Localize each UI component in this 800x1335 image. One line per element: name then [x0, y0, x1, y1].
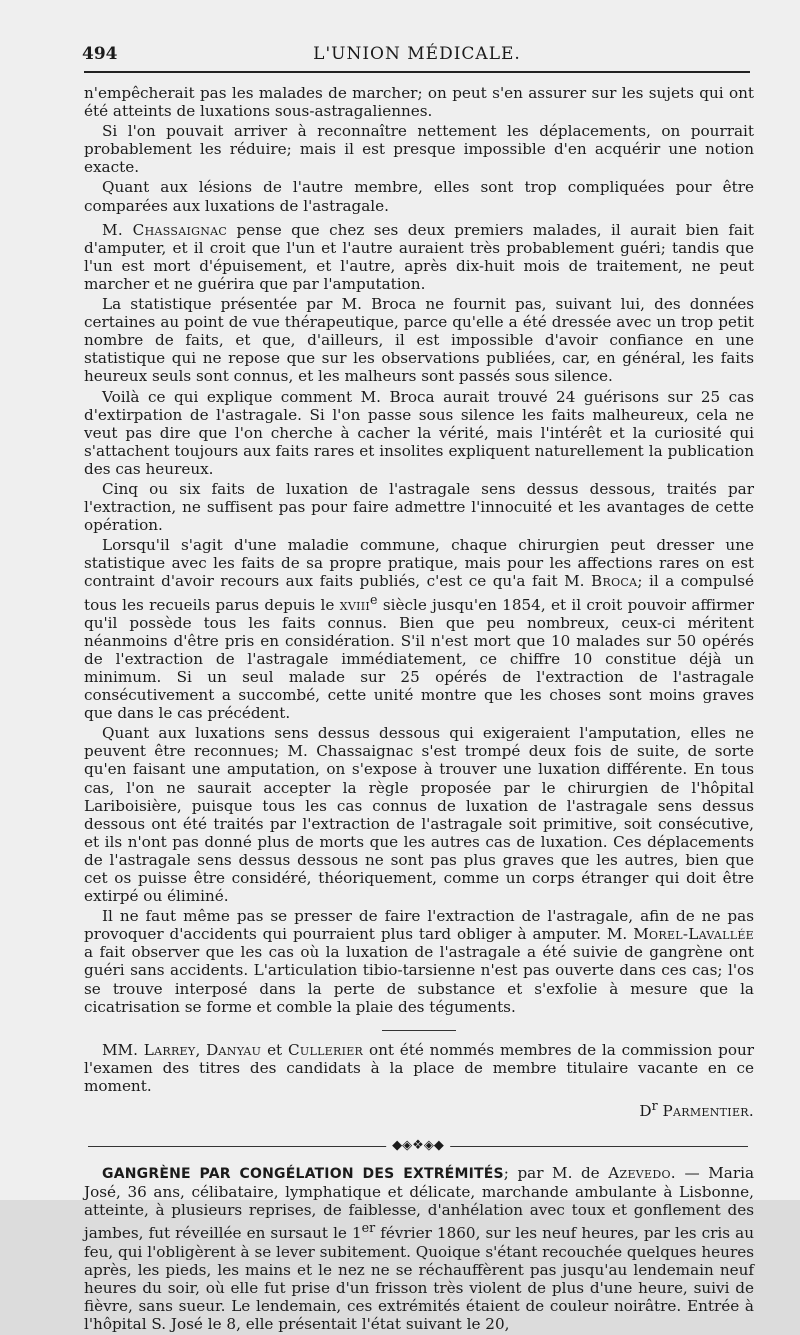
paragraph-text: ; il a compulsé tous les recueils parus depuis le — [84, 572, 754, 614]
running-header — [82, 44, 752, 70]
paragraph-text: février 1860, sur les neuf heures, par les cris au feu, qui l'obligèrent à se lever subitement. Quoique s'étant recouchée quelques heures après, les pieds, les mains et le nez ne se réchauffèrent pas jusqu'au lendemain neuf heures du soir, où elle fut prise d'un frisson très violent de plus d'une heure, suivi de fièvre, sans sueur. Le lendemain, ces extrémités étaient de couleur noirâtre. Entrée à l'hôpital S. José le 8, elle présentait l'état suivant le 20, — [84, 1224, 754, 1333]
page-body — [84, 84, 754, 1335]
signature-prefix-sup: r — [651, 1098, 658, 1114]
person-name: Broca — [591, 572, 638, 591]
speaker-name: M. Chassaignac — [102, 220, 228, 239]
section-separator — [382, 1030, 456, 1031]
article-author: Azevedo. — [608, 1164, 676, 1183]
paragraph: Si l'on pouvait arriver à reconnaître nettement les déplacements, on pourrait probablement les réduire; mais il est presque impossible d'en acquérir une notion exacte. — [84, 122, 754, 177]
paragraph: n'empêcherait pas les malades de marcher; on peut s'en assurer sur les sujets qui ont été atteints de luxations sous-astragaliennes. — [84, 84, 754, 121]
commission-paragraph — [84, 1041, 754, 1095]
commission-prefix: MM. — [102, 1040, 138, 1059]
conjunction: et — [267, 1040, 283, 1059]
paragraph-text: Il ne faut même pas se presser de faire l'extraction de l'astragale, afin de ne pas provoquer d'accidents qui pourraient plus tard obliger à amputer. M. — [84, 907, 754, 944]
paragraph: Voilà ce qui explique comment M. Broca aurait trouvé 24 guérisons sur 25 cas d'extirpation de l'astragale. Si l'on passe sous silence les faits malheureux, cela ne veut pas dire que l'on cherche à cacher la vérité, mais l'intérêt et la curiosité qui s'attachent toujours aux faits rares et insolites expliquent naturellement la publication des cas heureux. — [84, 387, 754, 478]
header-rule — [84, 71, 750, 73]
signature-name: Parmentier. — [662, 1102, 754, 1121]
paragraph: La statistique présentée par M. Broca ne fournit pas, suivant lui, des données certaines au point de vue thérapeutique, parce qu'elle a été dressée avec un trop petit nombre de faits, et que, d'ailleurs, il est impossible d'avoir confiance en une statistique qui ne repose que sur les observations publiées, car, en général, les faits heureux seuls sont connus, et les malheurs sont passés sous silence. — [84, 295, 754, 386]
person-name: Cullerier — [287, 1040, 364, 1059]
punctuation: , — [195, 1040, 201, 1059]
ornament-flourish: ◆◈❖◈◆ — [386, 1138, 450, 1154]
article-paragraph — [84, 1164, 754, 1333]
signature-prefix: D — [639, 1102, 652, 1121]
paragraph — [84, 536, 754, 722]
person-name: Danyau — [206, 1040, 262, 1059]
ornamental-divider — [88, 1140, 748, 1154]
paragraph: Quant aux luxations sens dessus dessous qui exigeraient l'amputation, elles ne peuvent être reconnues; M. Chassaignac s'est trompé deux fois de suite, de sorte qu'en faisant une amputation, on s'expose à trouver une luxation différente. En tous cas, l'on ne saurait accepter la règle proposée par le chirurgien de l'hôpital Lariboisière, puisque tous les cas connus de luxation de l'astragale sens dessus dessous ont été traités par l'extraction de l'astragale soit primitive, soit consécutive, et ils n'ont pas donné plus de morts que les autres cas de luxation. Ces déplacements de l'astragale sens dessus dessous ne sont pas plus graves que les autres, bien que cet os puisse être considéré, théoriquement, comme un corps étranger qui doit être extirpé ou éliminé. — [84, 724, 754, 906]
page-number: 494 — [82, 44, 118, 64]
article-byline: ; par M. de — [503, 1164, 600, 1183]
date-suffix: er — [361, 1220, 376, 1236]
century-suffix: e — [370, 591, 378, 607]
signature — [84, 1097, 754, 1120]
paragraph-text: — Maria José, 36 ans, célibataire, lymphatique et délicate, marchande ambulante à Lisbonne, atteinte, à plusieurs reprises, de faiblesse, d'anhélation avec toux et gonflement des jambes, fut réveillée en sursaut le 1 — [84, 1164, 755, 1243]
paragraph: Quant aux lésions de l'autre membre, elles sont trop compliquées pour être comparées aux luxations de l'astragale. — [84, 178, 754, 215]
person-name: Morel-Lavallée — [633, 925, 754, 944]
article-title: GANGRÈNE PAR CONGÉLATION DES EXTRÉMITÉS — [102, 1166, 504, 1183]
century-numeral: xviii — [339, 595, 371, 614]
paragraph-text: ont été nommés membres de la commission pour l'examen des titres des candidats à la place de membre titulaire vacante en ce moment. — [84, 1040, 755, 1095]
paragraph: Cinq ou six faits de luxation de l'astragale sens dessus dessous, traités par l'extraction, ne suffisent pas pour faire admettre l'innocuité et les avantages de cette opération. — [84, 479, 754, 535]
person-name: Larrey — [143, 1040, 196, 1059]
paragraph — [84, 907, 754, 1016]
paragraph-text: pense que chez ses deux premiers malades, il aurait bien fait d'amputer, et il croit que l'un et l'autre auraient très probablement guéri; tandis que l'un est mort d'épuisement, et l'autre, après dix-huit mois de traitement, ne peut marcher et ne guérira que par l'amputation. — [84, 220, 755, 293]
paragraph-text: siècle jusqu'en 1854, et il croit pouvoir affirmer qu'il possède tous les faits connus. Bien que peu nombreux, ceux-ci méritent néanmoins d'être pris en considération. S'il n'est mort que 10 malades sur 50 opérés de l'extraction de l'astragale immédiatement, ce chiffre 10 constitue déjà un minimum. Si un seul malade sur 25 opérés de l'extraction de l'astragale consécutivement a succombé, cette unité montre que les choses sont moins graves que dans le cas précédent. — [84, 595, 754, 723]
paragraph — [84, 221, 754, 293]
paragraph-text: a fait observer que les cas où la luxation de l'astragale a été suivie de gangrène ont guéri sans accidents. L'articulation tibio-tarsienne n'est pas ouverte dans ces cas; l'os se trouve interposé dans la perte de substance et s'exfolie à mesure que la cicatrisation se forme et comble la plaie des téguments. — [84, 943, 754, 1016]
paragraph-text: Lorsqu'il s'agit d'une maladie commune, chaque chirurgien peut dresser une statistique avec les faits de sa propre pratique, mais pour les affections rares on est contraint d'avoir recours aux faits publiés, c'est ce qu'a fait M. — [84, 536, 754, 591]
journal-title: L'UNION MÉDICALE. — [313, 44, 521, 64]
